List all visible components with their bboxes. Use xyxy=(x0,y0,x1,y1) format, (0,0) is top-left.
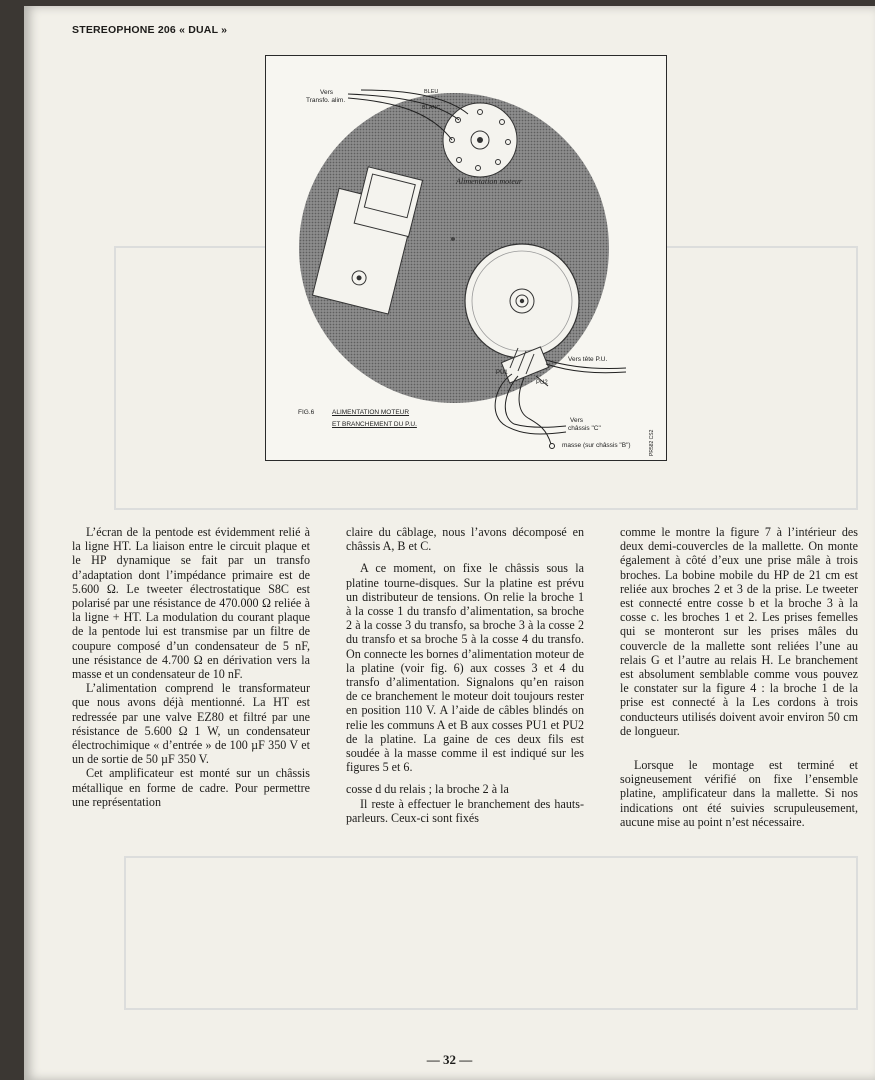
running-header: STEREOPHONE 206 « DUAL » xyxy=(72,24,228,36)
paragraph: Cet amplificateur est monté sur un châssis métallique en forme de cadre. Pour permettre une représentation xyxy=(72,766,310,809)
label-alimentation-moteur: Alimentation moteur xyxy=(456,177,522,186)
paragraph: L’écran de la pentode est évidemment relié à la ligne HT. La liaison entre le circuit plaque et le HP dynamique se fait par un transfo d’adaptation dont l’impédance primaire est de 5.600 Ω. Le tweeter électrostatique S8C est polarisé par une résistance de 470.000 Ω reliée à la ligne + HT. La modulation du courant plaque de la pentode lui est transmise par un filtre de coupure composé d’un condensateur de 5 nF, une résistance de 4.700 Ω en dérivation vers la masse et un condensateur de 10 nF. xyxy=(72,525,310,682)
label-vers-tete-pu: Vers tête P.U. xyxy=(568,356,608,363)
figure-6-drawing xyxy=(266,56,666,460)
paragraph: Il reste à effectuer le branchement des hauts-parleurs. Ceux-ci sont fixés xyxy=(346,796,584,825)
paragraph: L’alimentation comprend le transformateur que nous avons déjà mentionné. La HT est redressée par une valve EZ80 et filtré par une résistance de 5.600 Ω 1 W, un condensateur électrochimique « d’entrée » de 100 µF 350 V et un de sortie de 50 µF 350 V. xyxy=(72,681,310,767)
figure-caption-line2: ET BRANCHEMENT DU P.U. xyxy=(332,421,417,428)
label-masse: masse (sur châssis "B") xyxy=(562,442,631,449)
show-through-frame xyxy=(124,856,858,1010)
figure-side-code: PR582 CS2 xyxy=(649,429,655,456)
label-pu2: PU2 xyxy=(536,380,548,386)
text-column-1 xyxy=(72,525,310,809)
label-vers-transfo: Vers xyxy=(320,89,334,96)
label-vers-chassis: Vers xyxy=(570,417,584,424)
figure-6 xyxy=(265,55,667,461)
figure-caption-line1: ALIMENTATION MOTEUR xyxy=(332,409,410,416)
paragraph: claire du câblage, nous l’avons décomposé en châssis A, B et C. xyxy=(346,525,584,554)
text-column-3 xyxy=(620,525,858,829)
magazine-page xyxy=(24,6,875,1080)
label-chassis-c: châssis "C" xyxy=(568,425,601,432)
page-number: — 32 — xyxy=(426,1052,473,1067)
paragraph: cosse d du relais ; la broche 2 à la xyxy=(346,782,509,797)
figure-number: FIG.6 xyxy=(298,409,315,416)
text-column-2 xyxy=(346,525,584,825)
label-pu1: PU1 xyxy=(496,370,508,376)
label-bleu: BLEU xyxy=(424,89,439,95)
paragraph: comme le montre la figure 7 à l’intérieur des deux demi-couvercles de la mallette. On monte également à côté d’eux une prise mâle à trois broches. La bobine mobile du HP de 21 cm est reliée aux broches 2 et 3 de la prise. Le tweeter est connecté entre cosse b et la broche 3 à la cosse c. les broches 1 et 2. Les prises femelles qui se monteront sur les prises mâles du couvercle de la mallette sont reliées l’une au relais G et l’autre au relais H. Le branchement est absolument semblable comme vous pouvez le constater sur la figure 4 : la broche 1 de la prise est connecté à la Les cordons à trois conducteurs utilisés doivent avoir environ 50 cm de longueur. xyxy=(620,525,858,738)
paragraph: A ce moment, on fixe le châssis sous la platine tourne-disques. Sur la platine est prévu un distributeur de tensions. On relie la broche 1 à la cosse 1 du transfo d’alimentation, sa broche 2 à la cosse 3 du transfo, sa broche 3 à la cosse 2 du transfo et sa broche 5 à la cosse 4 du transfo. On connecte les bornes d’alimentation moteur de la platine (voir fig. 6) aux cosses 3 et 4 du transfo d’alimentation. Signalons qu’en raison de ce branchement le moteur doit toujours rester en position 110 V. A l’aide de câbles blindés on relie les communs A et B aux cosses PU1 et PU2 de la platine. La gaine de ces deux fils est soudée à la masse comme il est indiqué sur les figures 5 et 6. xyxy=(346,561,584,775)
label-blanc: BLANC xyxy=(422,105,441,111)
paragraph: Lorsque le montage est terminé et soigneusement vérifié on fixe l’ensemble platine, amplificateur dans la mallette. Si nos indications ont été suivies scrupuleusement, aucune mise au point n’est nécessaire. xyxy=(620,758,858,829)
label-transfo-alim: Transfo. alim. xyxy=(306,97,346,104)
